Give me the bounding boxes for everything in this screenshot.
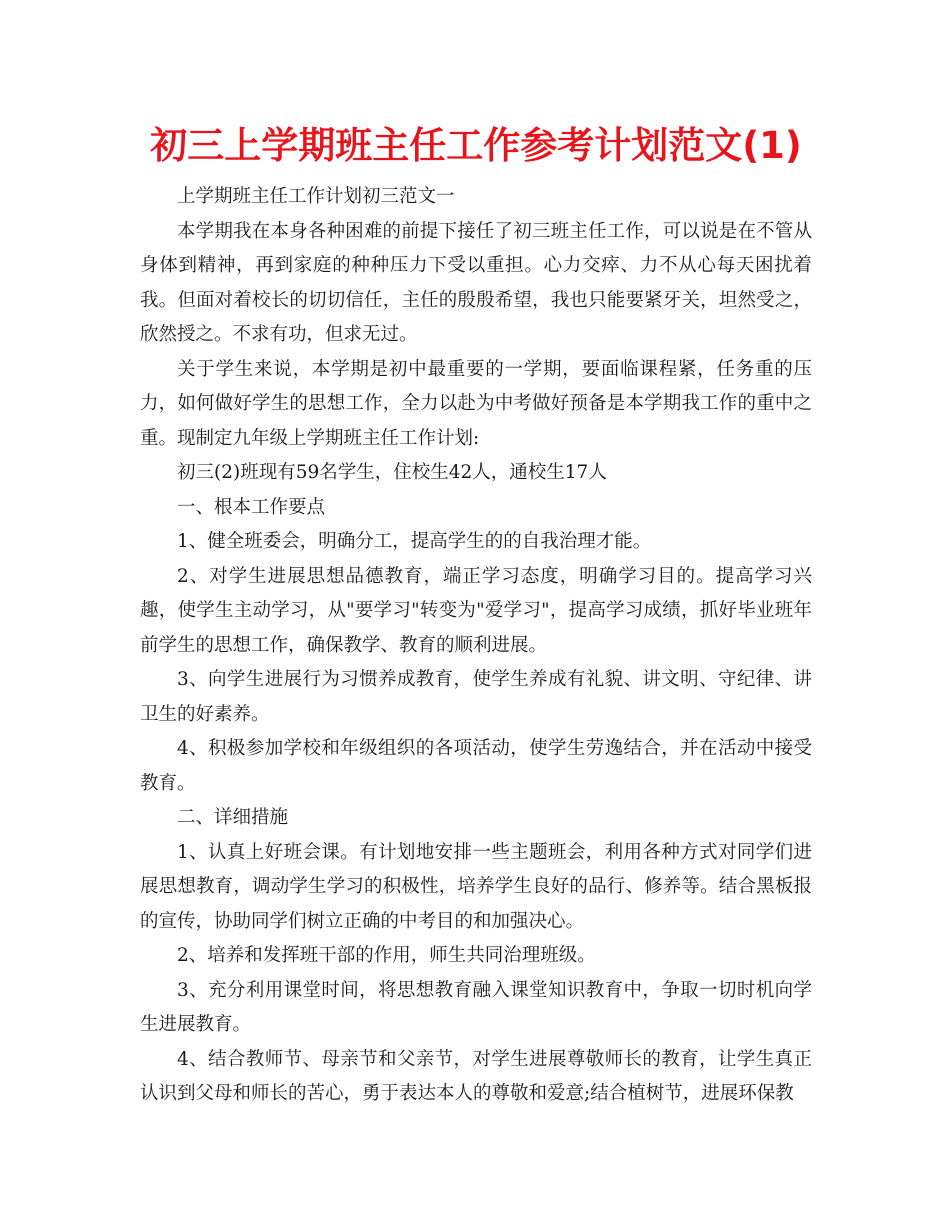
paragraph-class-info: 初三(2)班现有59名学生，住校生42人，通校生17人 [177, 462, 607, 483]
list-item-measure-3: 3、充分利用课堂时间，将思想教育融入课堂知识教育中，争取一切时机向学生进展教育。 [140, 979, 812, 1035]
section-heading-basic-points: 一、根本工作要点 [177, 496, 326, 518]
list-item-point-4: 4、积极参加学校和年级组织的各项活动，使学生劳逸结合，并在活动中接受教育。 [140, 738, 812, 794]
list-item-measure-2: 2、培养和发挥班干部的作用，师生共同治理班级。 [177, 945, 596, 966]
list-item-point-3: 3、向学生进展行为习惯养成教育，使学生养成有礼貌、讲文明、守纪律、讲卫生的好素养。 [140, 669, 812, 725]
paragraph-subtitle: 上学期班主任工作计划初三范文一 [177, 186, 455, 207]
document-title: 初三上学期班主任工作参考计划范文(1) [150, 124, 802, 167]
list-item-measure-1: 1、认真上好班会课。有计划地安排一些主题班会，利用各种方式对同学们进展思想教育，调动学生学习的积极性，培养学生良好的品行、修养等。结合黑板报的宣传，协助同学们树立正确的中考目的和加强决心。 [140, 841, 812, 932]
document-page [140, 118, 812, 1112]
section-heading-measures: 二、详细措施 [177, 807, 289, 828]
paragraph-intro: 本学期我在本身各种困难的前提下接任了初三班主任工作，可以说是在不管从身体到精神，再到家庭的种种压力下受以重担。心力交瘁、力不从心每天困扰着我。但面对着校长的切切信任，主任的殷殷希望，我也只能要紧牙关，坦然受之，欣然授之。不求有功，但求无过。 [140, 220, 812, 345]
paragraph-students-importance: 关于学生来说，本学期是初中最重要的一学期，要面临课程紧，任务重的压力，如何做好学生的思想工作，全力以赴为中考做好预备是本学期我工作的重中之重。现制定九年级上学期班主任工作计划: [140, 358, 812, 449]
list-item-point-1: 1、健全班委会，明确分工，提高学生的的自我治理才能。 [177, 531, 652, 552]
list-item-measure-4: 4、结合教师节、母亲节和父亲节，对学生进展尊敬师长的教育，让学生真正认识到父母和师长的苦心，勇于表达本人的尊敬和爱意;结合植树节，进展环保教 [140, 1048, 812, 1104]
list-item-point-2: 2、对学生进展思想品德教育，端正学习态度，明确学习目的。提高学习兴趣，使学生主动学习，从"要学习"转变为"爱学习"，提高学习成绩，抓好毕业班年前学生的思想工作，确保教学、教育的顺利进展。 [140, 565, 812, 656]
